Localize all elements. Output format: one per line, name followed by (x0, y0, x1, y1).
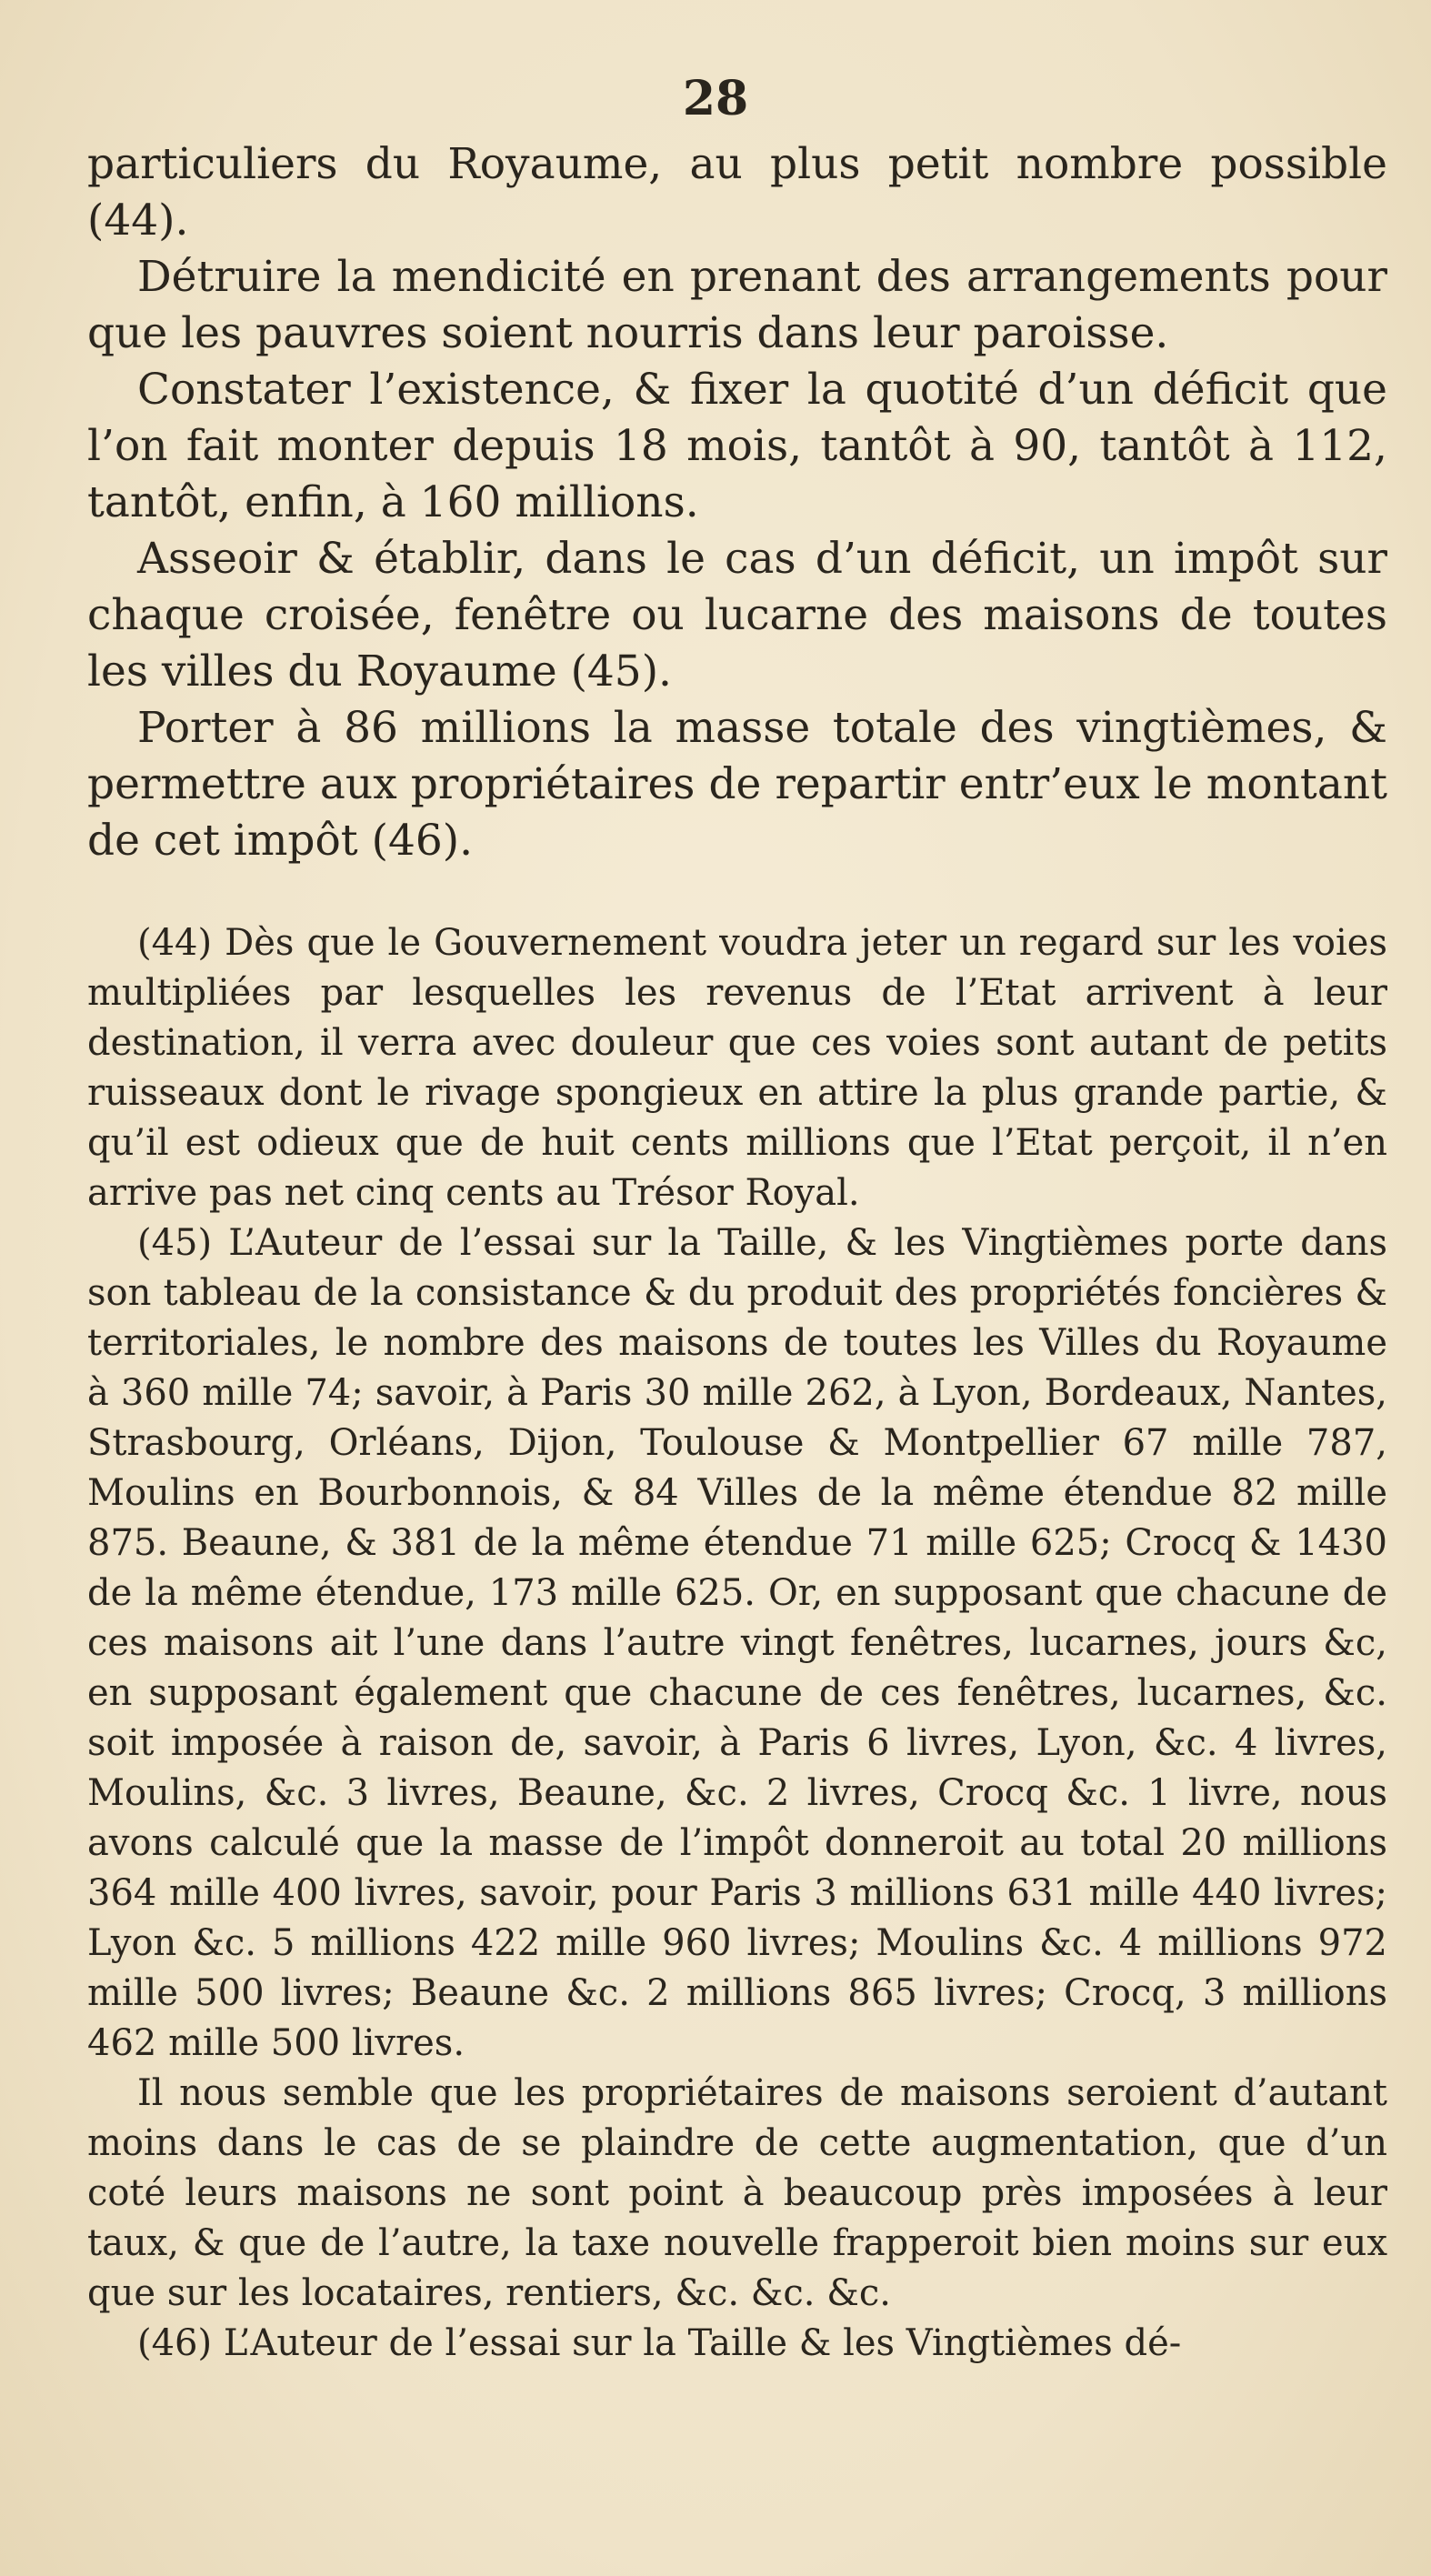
main-paragraph-5: Porter à 86 millions la masse totale des vingtièmes, & permettre aux propriétaires de repartir entr’eux le montant de cet impôt (46). (87, 703, 1387, 866)
main-paragraph-1: particuliers du Royaume, au plus petit nombre possible (44). (87, 139, 1387, 246)
footnote-45-continued: Il nous semble que les propriétaires de maisons seroient d’autant moins dans le cas de se plaindre de cette augmentation, que d’un coté leurs maisons ne sont point à beaucoup près imposées à leur taux, & que de l’autre, la taxe nouvelle frapperoit bien moins sur eux que sur les locataires, rentiers, &c. &c. &c. (87, 2072, 1387, 2314)
footnote-46: (46) L’Auteur de l’essai sur la Taille & les Vingtièmes dé- (137, 2322, 1182, 2364)
footnotes (87, 918, 1387, 2369)
page-number: 28 (682, 71, 749, 126)
main-paragraph-4: Asseoir & établir, dans le cas d’un déficit, un impôt sur chaque croisée, fenêtre ou lucarne des maisons de toutes les villes du Royaume (45). (87, 534, 1387, 697)
main-paragraph-2: Détruire la mendicité en prenant des arrangements pour que les pauvres soient nourris dans leur paroisse. (87, 252, 1387, 358)
footnote-45: (45) L’Auteur de l’essai sur la Taille, & les Vingtièmes porte dans son tableau de la consistance & du produit des propriétés foncières & territoriales, le nombre des maisons de toutes les Villes du Royaume à 360 mille 74; savoir, à Paris 30 mille 262, à Lyon, Bordeaux, Nantes, Strasbourg, Orléans, Dijon, Toulouse & Montpellier 67 mille 787, Moulins en Bourbonnois, & 84 Villes de la même étendue 82 mille 875. Beaune, & 381 de la même étendue 71 mille 625; Crocq & 1430 de la même étendue, 173 mille 625. Or, en supposant que chacune de ces maisons ait l’une dans l’autre vingt fenêtres, lucarnes, jours &c, en supposant également que chacune de ces fenêtres, lucarnes, &c. soit imposée à raison de, savoir, à Paris 6 livres, Lyon, &c. 4 livres, Moulins, &c. 3 livres, Beaune, &c. 2 livres, Crocq &c. 1 livre, nous avons calculé que la masse de l’impôt donneroit au total 20 millions 364 mille 400 livres, savoir, pour Paris 3 millions 631 mille 440 livres; Lyon &c. 5 millions 422 mille 960 livres; Moulins &c. 4 millions 972 mille 500 livres; Beaune &c. 2 millions 865 livres; Crocq, 3 millions 462 mille 500 livres. (87, 1222, 1387, 2064)
main-text (87, 136, 1387, 869)
footnote-44: (44) Dès que le Gouvernement voudra jeter un regard sur les voies multipliées par lesquelles les revenus de l’Etat arrivent à leur destination, il verra avec douleur que ces voies sont autant de petits ruisseaux dont le rivage spongieux en attire la plus grande partie, & qu’il est odieux que de huit cents millions que l’Etat perçoit, il n’en arrive pas net cinq cents au Trésor Royal. (87, 922, 1387, 1214)
main-paragraph-3: Constater l’existence, & fixer la quotité d’un déficit que l’on fait monter depuis 18 mois, tantôt à 90, tantôt à 112, tantôt, enfin, à 160 millions. (87, 365, 1387, 527)
